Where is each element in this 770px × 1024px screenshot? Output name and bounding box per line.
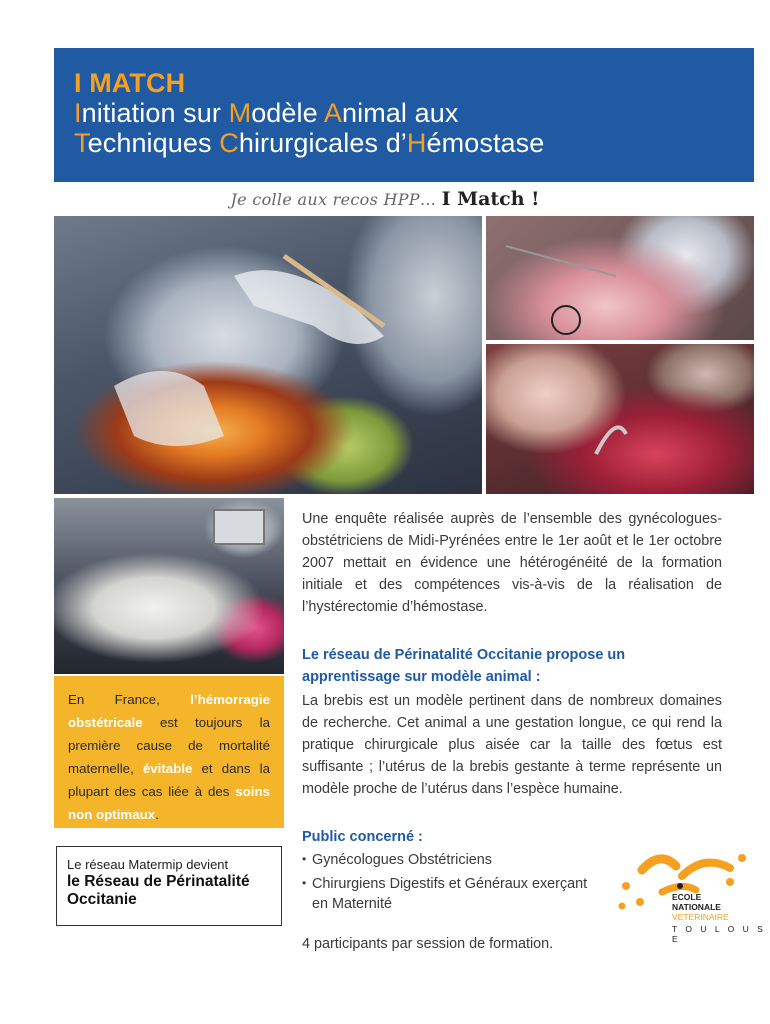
title-line-3: Techniques Chirurgicales d’Hémostase (74, 128, 545, 158)
public-heading: Public concerné : (302, 829, 423, 845)
surgery-photo-main (54, 216, 482, 494)
surgery-photo-bottom-right-shapes (486, 344, 754, 494)
tagline (0, 188, 770, 210)
network-small-text: Le réseau Matermip devient (67, 857, 229, 872)
public-list (302, 850, 602, 918)
header-banner (54, 48, 754, 182)
list-item: • Chirurgiens Digestifs et Généraux exerçant en Maternité (302, 874, 602, 914)
envt-logo-text: ECOLE NATIONALE VETERINAIRE T O U L O U S E (672, 892, 766, 944)
alert-text: En France, l’hémorragie obstétricale est toujours la première cause de mortalité maternelle, évitable et dans la plupart des cas liée à des soins non optimaux. (68, 692, 270, 822)
tagline-strong: I Match ! (441, 188, 540, 210)
network-box (56, 846, 282, 926)
list-item: • Gynécologues Obstétriciens (302, 850, 602, 870)
surgery-photo-bottom-right (486, 344, 754, 494)
tagline-soft: Je colle aux recos HPP… (230, 190, 437, 209)
title-line-2: Initiation sur Modèle Animal aux (74, 98, 459, 128)
surgery-photo-top-right-shapes (486, 216, 754, 340)
network-big-text: le Réseau de Périnatalité Occitanie (67, 873, 250, 908)
surgery-photo-main-shapes (54, 216, 482, 494)
surgery-photo-top-right (486, 216, 754, 340)
sheep-photo (54, 498, 284, 674)
title-acronym: I MATCH (74, 68, 186, 98)
sheep-photo-shapes (54, 498, 284, 674)
participants-text: 4 participants par session de formation. (302, 936, 554, 952)
alert-box (54, 676, 284, 828)
section1-paragraph: La brebis est un modèle pertinent dans de nombreux domaines de recherche. Cet animal a une gestation longue, ce qui rend la pratique chirurgicale plus aisée car la taille des fœtus est suffisante ; l’utérus de la brebis gestante à terme représente un modèle proche de l’utérus dans l’espèce humaine. (302, 693, 722, 797)
intro-paragraph: Une enquête réalisée auprès de l’ensemble des gynécologues-obstétriciens de Midi-Pyrénées entre le 1er août et le 1er octobre 2007 mettait en évidence une hétérogénéité de la formation initiale et des compétences vis-à-vis de la réalisation de l’hystérectomie d’hémostase. (302, 511, 722, 615)
section1-heading: Le réseau de Périnatalité Occitanie propose un apprentissage sur modèle animal : (302, 647, 626, 685)
